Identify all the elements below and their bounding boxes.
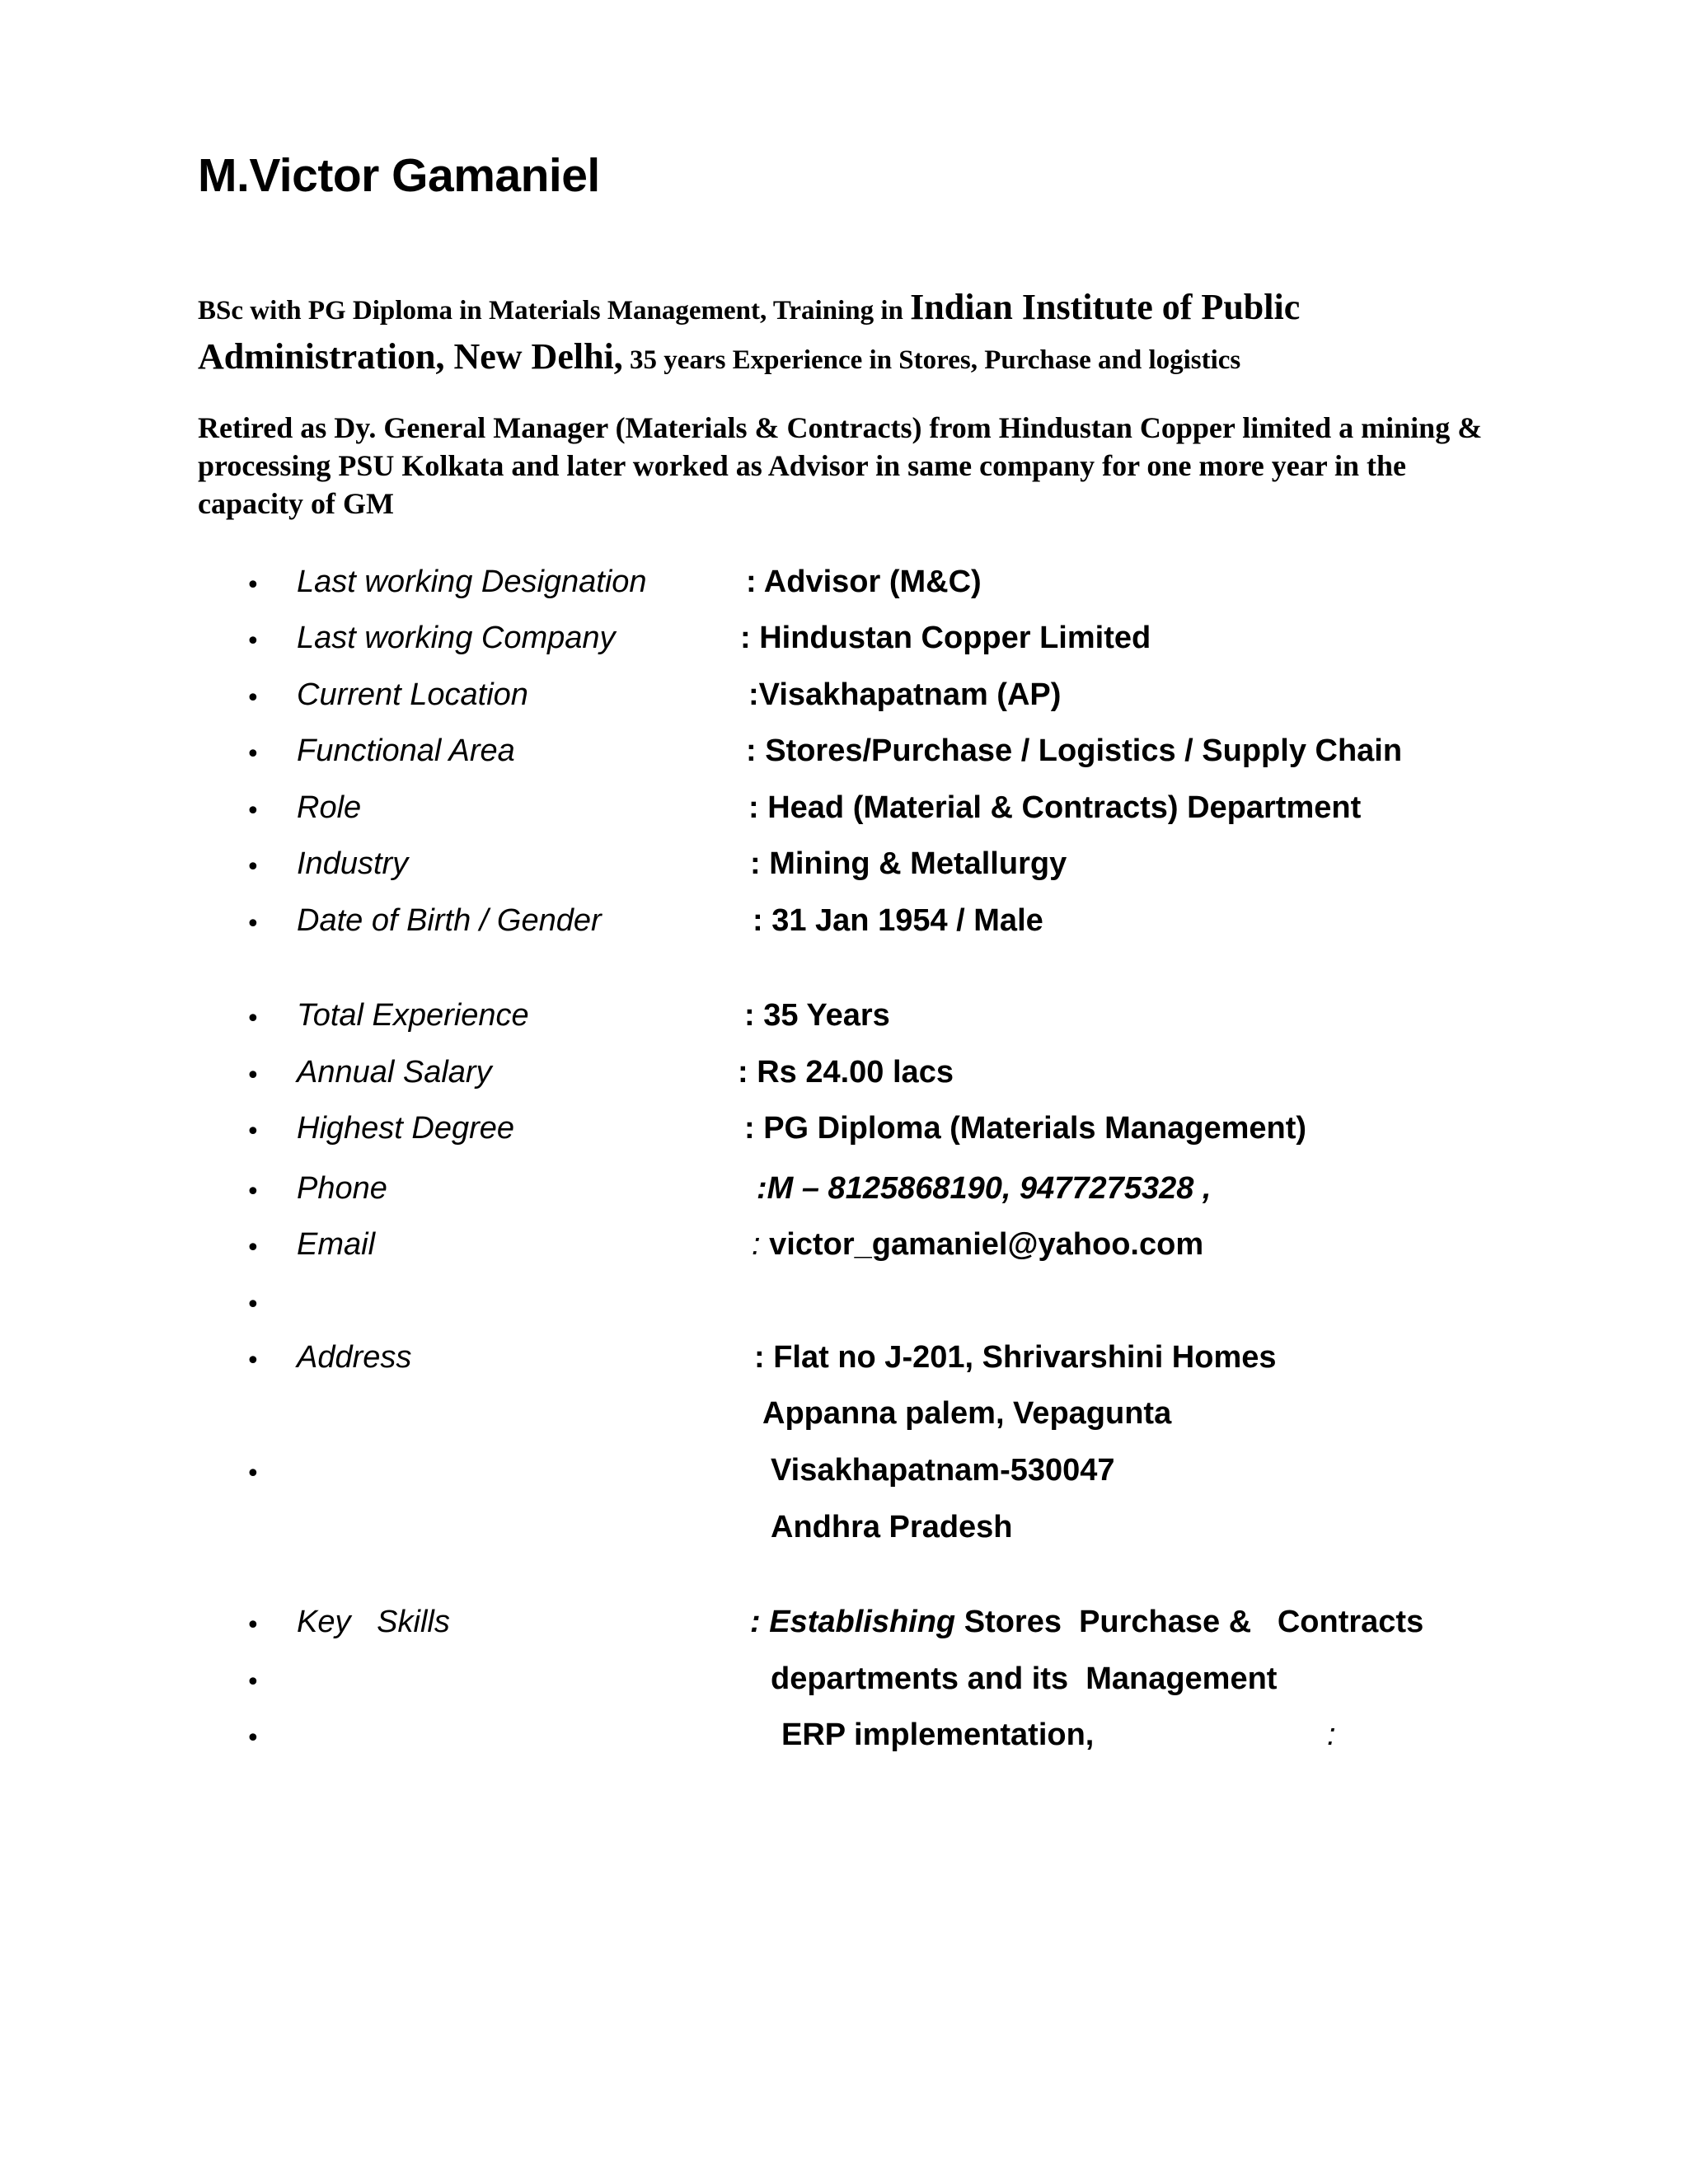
bullet-icon: • bbox=[246, 1062, 260, 1090]
bullet-icon: • bbox=[246, 684, 260, 713]
bullet-icon: • bbox=[246, 1347, 260, 1376]
skills-line-3-tail: : bbox=[1327, 1718, 1336, 1752]
address-line-2: Appanna palem, Vepagunta bbox=[762, 1396, 1172, 1431]
industry-label: Industry bbox=[297, 846, 409, 881]
address-line-4: Andhra Pradesh bbox=[771, 1510, 1013, 1544]
skills-line-1 bbox=[750, 1605, 1423, 1640]
bullet-icon: • bbox=[246, 853, 260, 882]
role-value: : Head (Material & Contracts) Department bbox=[748, 790, 1362, 825]
role-label: Role bbox=[297, 790, 362, 825]
functional-area-value: : Stores/Purchase / Logistics / Supply Chain bbox=[746, 733, 1403, 768]
designation-value: : Advisor (M&C) bbox=[746, 565, 982, 599]
qualification-summary bbox=[198, 284, 1500, 383]
bullet-icon: • bbox=[246, 1460, 260, 1488]
bullet-icon: • bbox=[246, 1234, 260, 1263]
candidate-name: M.Victor Gamaniel bbox=[198, 149, 600, 202]
dob-value: : 31 Jan 1954 / Male bbox=[753, 903, 1043, 938]
bullet-icon: • bbox=[246, 1611, 260, 1640]
dob-label: Date of Birth / Gender bbox=[297, 903, 602, 938]
bullet-icon: • bbox=[246, 910, 260, 939]
phone-label: Phone bbox=[297, 1171, 387, 1206]
experience-label: Total Experience bbox=[297, 998, 529, 1033]
designation-label: Last working Designation bbox=[297, 565, 647, 599]
skills-prefix: : bbox=[750, 1605, 770, 1639]
skills-label: Key Skills bbox=[297, 1605, 450, 1639]
email-prefix: : bbox=[752, 1227, 761, 1262]
bullet-icon: • bbox=[246, 740, 260, 769]
bullet-icon: • bbox=[246, 571, 260, 600]
phone-value: :M – 8125868190, 9477275328 , bbox=[757, 1171, 1212, 1206]
email-label: Email bbox=[297, 1227, 376, 1262]
degree-label: Highest Degree bbox=[297, 1111, 515, 1146]
email-address: victor_gamaniel@yahoo.com bbox=[769, 1227, 1204, 1262]
address-line-3: Visakhapatnam-530047 bbox=[771, 1453, 1115, 1488]
bullet-icon: • bbox=[246, 627, 260, 656]
skills-line-2: departments and its Management bbox=[771, 1661, 1278, 1696]
bullet-icon: • bbox=[246, 1291, 260, 1319]
bullet-icon: • bbox=[246, 1118, 260, 1146]
bullet-icon: • bbox=[246, 797, 260, 826]
bullet-icon: • bbox=[246, 1668, 260, 1697]
salary-label: Annual Salary bbox=[297, 1055, 492, 1090]
skills-line-1-rest: Stores Purchase & Contracts bbox=[955, 1605, 1424, 1639]
industry-value: : Mining & Metallurgy bbox=[750, 846, 1067, 881]
skills-line-3: ERP implementation, bbox=[781, 1718, 1095, 1752]
experience-value: : 35 Years bbox=[744, 998, 890, 1033]
bullet-icon: • bbox=[246, 1724, 260, 1753]
address-line-1: : Flat no J-201, Shrivarshini Homes bbox=[754, 1340, 1277, 1375]
location-label: Current Location bbox=[297, 677, 528, 712]
retirement-summary: Retired as Dy. General Manager (Materials & Contracts) from Hindustan Copper limited a mining & processing PSU Kolkata and later worked as Advisor in same company for one more year in the capacity of GM bbox=[198, 411, 1483, 520]
bullet-icon: • bbox=[246, 1178, 260, 1207]
location-value: :Visakhapatnam (AP) bbox=[748, 677, 1062, 712]
company-label: Last working Company bbox=[297, 621, 616, 655]
functional-area-label: Functional Area bbox=[297, 733, 515, 768]
salary-value: : Rs 24.00 lacs bbox=[738, 1055, 954, 1090]
skills-establishing: Establishing bbox=[769, 1605, 956, 1639]
bullet-icon: • bbox=[246, 1005, 260, 1033]
institute-name: Indian Institute of Public Administration, New Delhi, bbox=[198, 287, 1301, 377]
degree-value: : PG Diploma (Materials Management) bbox=[744, 1111, 1307, 1146]
address-label: Address bbox=[297, 1340, 412, 1375]
email-value bbox=[752, 1227, 1203, 1263]
experience-summary: 35 years Experience in Stores, Purchase and logistics bbox=[622, 345, 1241, 375]
company-value: : Hindustan Copper Limited bbox=[740, 621, 1151, 655]
qualification-text: BSc with PG Diploma in Materials Management, Training in bbox=[198, 296, 911, 326]
